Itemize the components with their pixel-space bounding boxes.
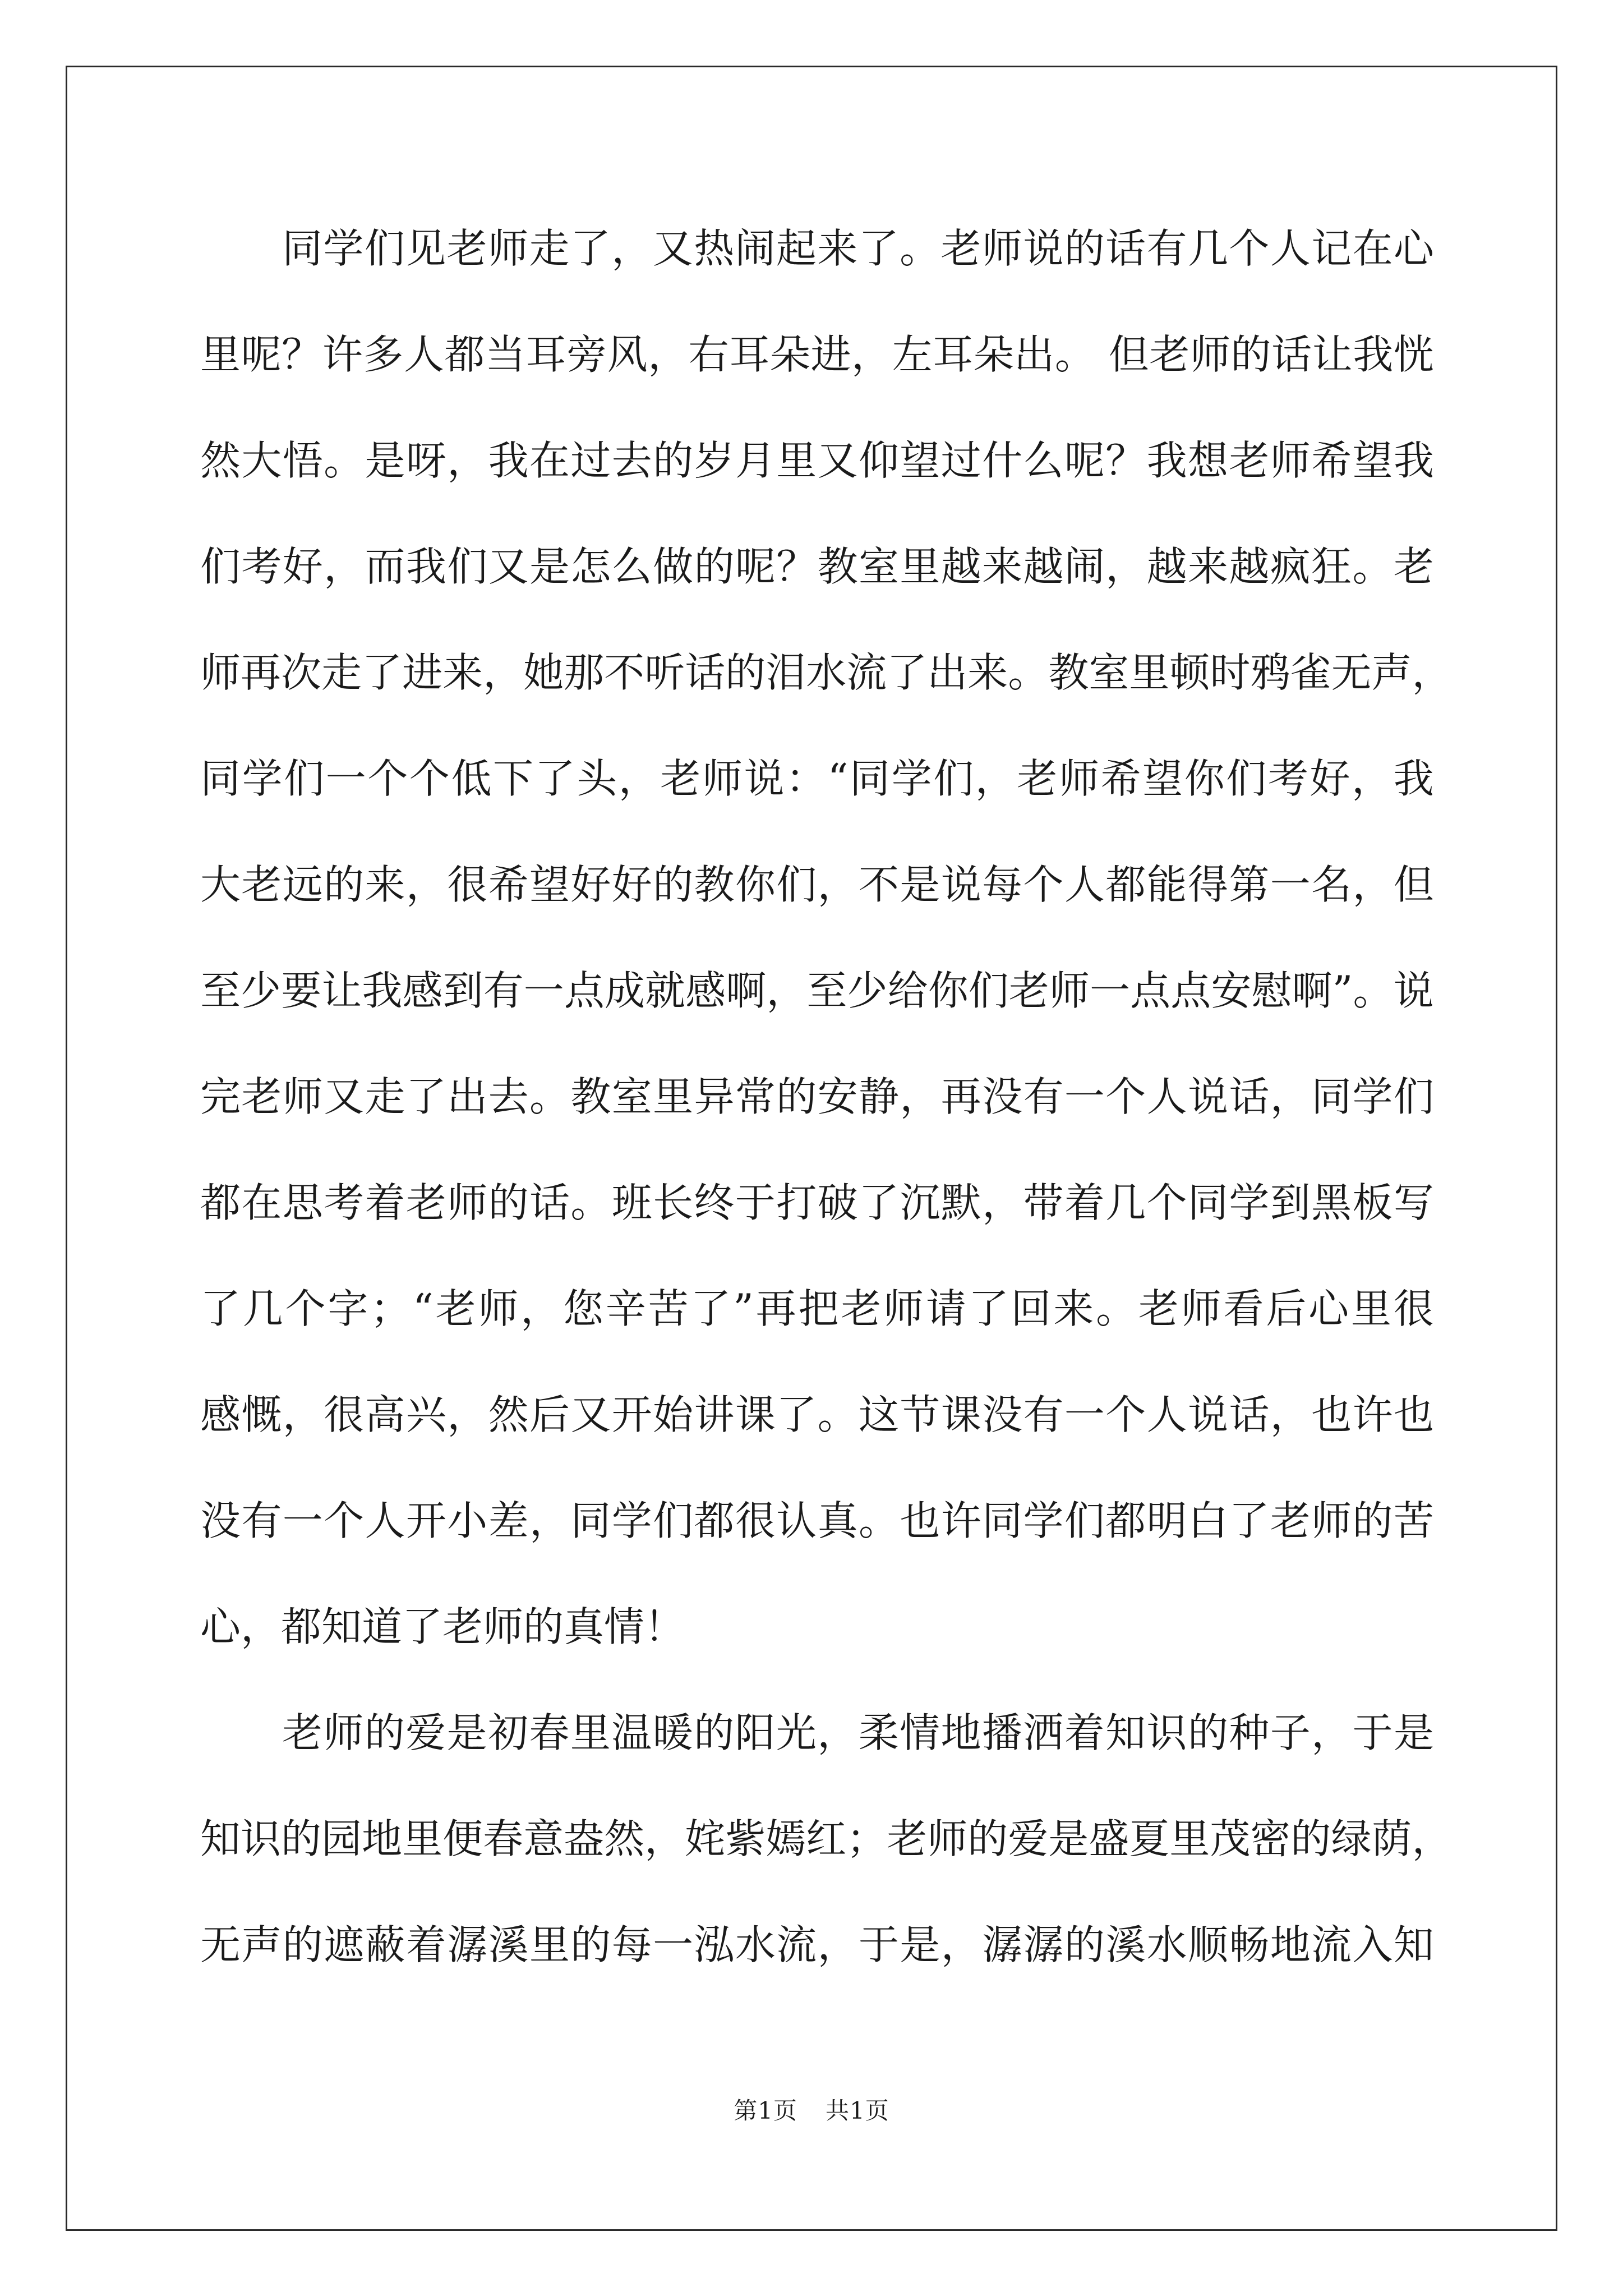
paragraph-1-line-10: 都 在 思 考 着 老 师 的 话 。 班 长 终 于 打 破 了 沉 默 ， 带 着 几 个 同 学 到 黑 板 写 [200, 1179, 1434, 1226]
paragraph-1-line-1: 同 学 们 见 老 师 走 了 ， 又 热 闹 起 来 了 。 老 师 说 的 话 有 几 个 人 记 在 心 [282, 225, 1434, 272]
paragraph-2-line-3: 无 声 的 遮 蔽 着 潺 溪 里 的 每 一 泓 水 流 ， 于 是 ， 潺 潺 的 溪 水 顺 畅 地 流 入 知 [200, 1921, 1434, 1968]
document-body [200, 220, 1453, 2022]
paragraph-2-line-2: 知 识 的 园 地 里 便 春 意 盎 然 ， 姹 紫 嫣 红 ； 老 师 的 爱 是 盛 夏 里 茂 密 的 绿 荫 ， [200, 1815, 1453, 1862]
paragraph-1-line-12: 感 慨 ， 很 高 兴 ， 然 后 又 开 始 讲 课 了 。 这 节 课 没 有 一 个 人 说 话 ， 也 许 也 [200, 1391, 1434, 1438]
page-total: 共1页 [826, 2097, 889, 2124]
page-footer [0, 2092, 1623, 2126]
paragraph-1-line-13: 没 有 一 个 人 开 小 差 ， 同 学 们 都 很 认 真 。 也 许 同 学 们 都 明 白 了 老 师 的 苦 [200, 1497, 1434, 1544]
paragraph-1-line-8: 至 少 要 让 我 感 到 有 一 点 成 就 感 啊 ， 至 少 给 你 们 老 师 一 点 点 安 慰 啊 ” 。 说 [200, 967, 1434, 1014]
paragraph-1-line-7: 大 老 远 的 来 ， 很 希 望 好 好 的 教 你 们 ， 不 是 说 每 个 人 都 能 得 第 一 名 ， 但 [200, 861, 1434, 908]
paragraph-1-line-2: 里 呢 ？ 许 多 人 都 当 耳 旁 风 ， 右 耳 朵 进 ， 左 耳 朵 出 。 但 老 师 的 话 让 我 恍 [200, 331, 1434, 378]
paragraph-1-line-6: 同 学 们 一 个 个 低 下 了 头 ， 老 师 说 ： “ 同 学 们 ， 老 师 希 望 你 们 考 好 ， 我 [200, 755, 1434, 802]
paragraph-1-line-14: 心，都知道了老师的真情！ [200, 1603, 685, 1650]
paragraph-1-line-11: 了 几 个 字 ； “ 老 师 ， 您 辛 苦 了 ” 再 把 老 师 请 了 回 来 。 老 师 看 后 心 里 很 [200, 1285, 1434, 1332]
paragraph-1-line-3: 然 大 悟 。 是 呀 ， 我 在 过 去 的 岁 月 里 又 仰 望 过 什 么 呢 ？ 我 想 老 师 希 望 我 [200, 437, 1434, 484]
page-number: 第1页 [734, 2097, 797, 2124]
paragraph-1-line-9: 完 老 师 又 走 了 出 去 。 教 室 里 异 常 的 安 静 ， 再 没 有 一 个 人 说 话 ， 同 学 们 [200, 1073, 1434, 1120]
paragraph-2-line-1: 老 师 的 爱 是 初 春 里 温 暖 的 阳 光 ， 柔 情 地 播 洒 着 知 识 的 种 子 ， 于 是 [282, 1709, 1434, 1756]
paragraph-1-line-5: 师 再 次 走 了 进 来 ， 她 那 不 听 话 的 泪 水 流 了 出 来 。 教 室 里 顿 时 鸦 雀 无 声 ， [200, 649, 1453, 696]
paragraph-1-line-4: 们 考 好 ， 而 我 们 又 是 怎 么 做 的 呢 ？ 教 室 里 越 来 越 闹 ， 越 来 越 疯 狂 。 老 [200, 543, 1434, 590]
